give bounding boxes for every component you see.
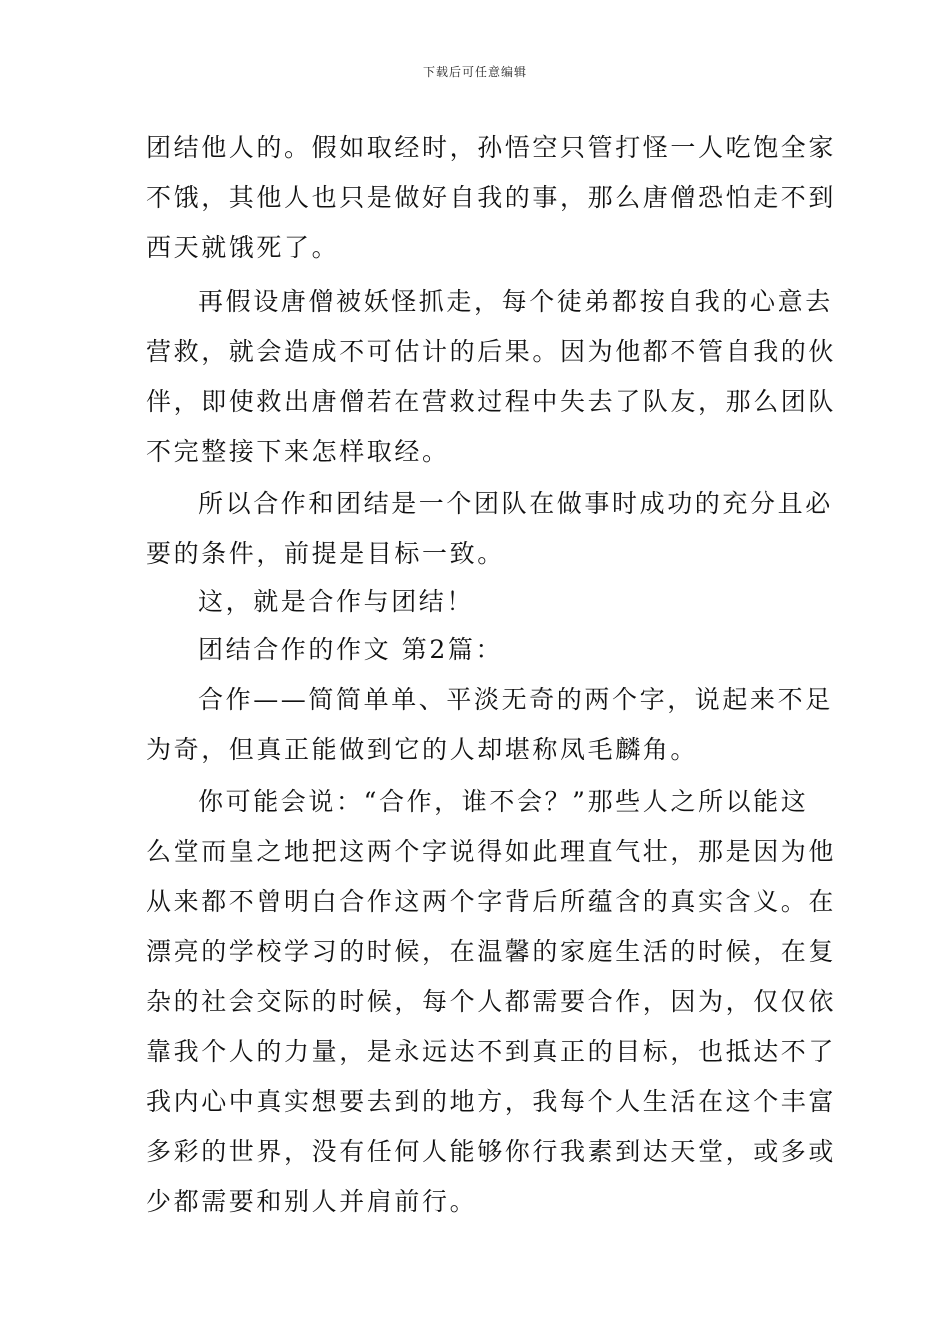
text-line: 不完整接下来怎样取经。 (146, 437, 450, 466)
paragraph-first-line: 合作——简简单单、平淡无奇的两个字，说起来不足 (198, 685, 833, 714)
text-line: 不饿，其他人也只是做好自我的事，那么唐僧恐怕走不到 (146, 183, 837, 212)
text-line: 伴，即使救出唐僧若在营救过程中失去了队友，那么团队 (146, 387, 837, 416)
text-line: 团结他人的。假如取经时，孙悟空只管打怪一人吃饱全家 (146, 133, 837, 162)
paragraph-first-line: 再假设唐僧被妖怪抓走，每个徒弟都按自我的心意去 (198, 287, 833, 316)
text-line: 营救，就会造成不可估计的后果。因为他都不管自我的伙 (146, 337, 837, 366)
paragraph-first-line: 这，就是合作与团结！ (198, 587, 475, 616)
paragraph-first-line: 所以合作和团结是一个团队在做事时成功的充分且必 (198, 489, 833, 518)
text-line: 从来都不曾明白合作这两个字背后所蕴含的真实含义。在 (146, 887, 837, 916)
text-line: 我内心中真实想要去到的地方，我每个人生活在这个丰富 (146, 1087, 837, 1116)
text-line: 要的条件，前提是目标一致。 (146, 539, 505, 568)
text-line: 西天就饿死了。 (146, 233, 340, 262)
section-heading: 团结合作的作文 第2篇： (198, 635, 504, 664)
text-line: 靠我个人的力量，是永远达不到真正的目标，也抵达不了 (146, 1037, 837, 1066)
text-line: 漂亮的学校学习的时候，在温馨的家庭生活的时候，在复 (146, 937, 837, 966)
text-line: 少都需要和别人并肩前行。 (146, 1187, 478, 1216)
page-header-note: 下载后可任意编辑 (422, 65, 527, 79)
paragraph-first-line: 你可能会说：“合作，谁不会？”那些人之所以能这 (198, 787, 809, 816)
text-line: 么堂而皇之地把这两个字说得如此理直气壮，那是因为他 (146, 837, 837, 866)
text-line: 多彩的世界，没有任何人能够你行我素到达天堂，或多或 (146, 1137, 837, 1166)
text-line: 为奇，但真正能做到它的人却堪称凤毛麟角。 (146, 735, 699, 764)
text-line: 杂的社会交际的时候，每个人都需要合作，因为，仅仅依 (146, 987, 837, 1016)
